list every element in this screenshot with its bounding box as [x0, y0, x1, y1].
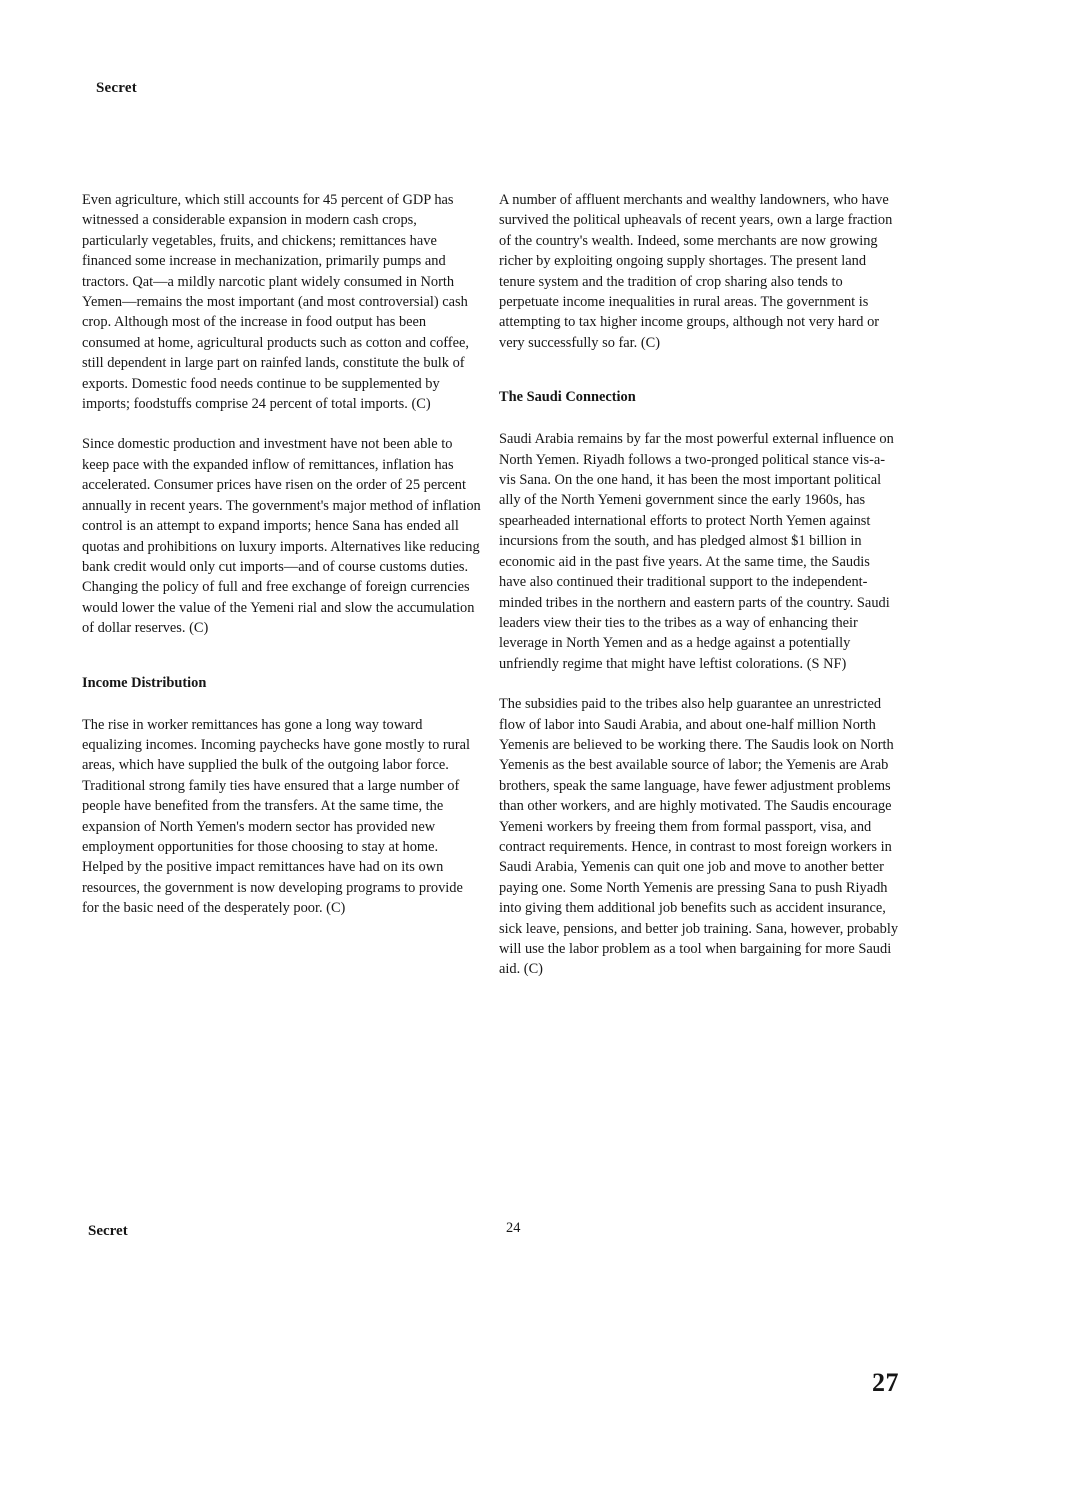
body-paragraph-agriculture: Even agriculture, which still accounts for 45 percent of GDP has witnessed a considerable expansion in modern cash crops, particularly vegetables, fruits, and chickens; remittances have financed some increase in mechanization, primarily pumps and tractors. Qat—a mildly narcotic plant widely consumed in North Yemen—remains the most important (and most controversial) cash crop. Although most of the increase in food output has been consumed at home, agricultural products such as cotton and coffee, still dependent in large part on rainfed lands, constitute the bulk of exports. Domestic food needs continue to be supplemented by imports; foodstuffs comprise 24 percent of total imports. (C): [82, 192, 469, 413]
header-classification: Secret: [96, 80, 137, 96]
stamp-page-number: 27: [872, 1368, 899, 1397]
section-heading-income-distribution: Income Distribution: [82, 674, 207, 691]
section-heading-saudi-connection: The Saudi Connection: [499, 389, 636, 406]
right-column: [499, 190, 899, 980]
footer-classification: Secret: [88, 1223, 128, 1239]
left-column: [82, 190, 482, 919]
page-number: 24: [506, 1220, 521, 1236]
body-paragraph-labor-flow: The subsidies paid to the tribes also help guarantee an unrestricted flow of labor into Saudi Arabia, and about one-half million North Yemenis are believed to be working there. The Saudis look on North Yemenis as the best available source of labor; the Yemenis are Arab brothers, speak the same language, have fewer adjustment problems than other workers, and are highly motivated. The Saudis encourage Yemeni workers by freeing them from formal passport, visa, and contract requirements. Hence, in contrast to most foreign workers in Saudi Arabia, Yemenis can quit one job and move to another better paying one. Some North Yemenis are pressing Sana to push Riyadh into giving them additional job benefits such as accident insurance, sick leave, pensions, and better job training. Sana, however, probably will use the labor problem as a tool when bargaining for more Saudi aid. (C): [499, 696, 899, 978]
body-paragraph-saudi-influence: Saudi Arabia remains by far the most powerful external influence on North Yemen. Riyadh follows a two-pronged political stance vis-a-vis Sana. On the one hand, it has been the most important political ally of the North Yemeni government since the early 1960s, has spearheaded international efforts to protect North Yemen against incursions from the south, and has pledged almost $1 billion in economic aid in the past five years. At the same time, the Saudis have also continued their traditional support to the independent-minded tribes in the northern and eastern parts of the country. Saudi leaders view their ties to the tribes as a way of enhancing their leverage in North Yemen and as a hedge against a potentially unfriendly regime that might have leftist colorations. (S NF): [499, 431, 894, 672]
body-paragraph-remittances: The rise in worker remittances has gone a long way toward equalizing incomes. Incoming paychecks have gone mostly to rural areas, which have supplied the bulk of the outgoing labor force. Traditional strong family ties have ensured that a large number of people have benefited from the transfers. At the same time, the expansion of North Yemen's modern sector has provided new employment opportunities for those choosing to stay at home. Helped by the positive impact remittances have had on its own resources, the government is now developing programs to provide for the basic need of the desperately poor. (C): [82, 716, 471, 917]
body-paragraph-inflation: Since domestic production and investment have not been able to keep pace with the expanded inflow of remittances, inflation has accelerated. Consumer prices have risen on the order of 25 percent annually in recent years. The government's major method of inflation control is an attempt to expand imports; hence Sana has ended all quotas and prohibitions on luxury imports. Alternatives like reducing bank credit would only cut imports—and of course customs duties. Changing the policy of full and free exchange of foreign currencies would lower the value of the Yemeni rial and slow the accumulation of dollar reserves. (C): [82, 436, 481, 637]
body-paragraph-merchants: A number of affluent merchants and wealthy landowners, who have survived the political upheavals of recent years, own a large fraction of the country's wealth. Indeed, some merchants are now growing richer by exploiting ongoing supply shortages. The present land tenure system and the tradition of crop sharing also tends to perpetuate income inequalities in rural areas. The government is attempting to tax higher income groups, although not very hard or very successfully so far. (C): [499, 192, 893, 351]
